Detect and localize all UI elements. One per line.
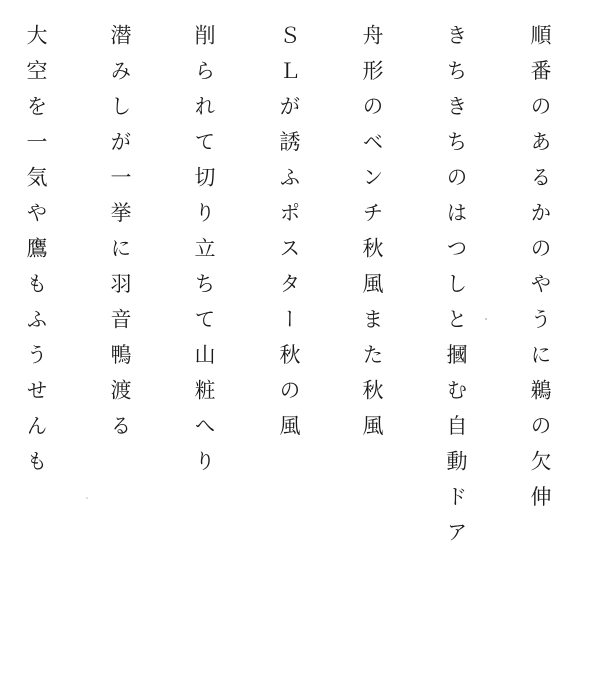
haiku-line-5: 削られて切り立ちて山粧へり — [192, 24, 216, 486]
haiku-line-6: 潜みしが一挙に羽音鴨渡る — [108, 24, 132, 450]
haiku-line-3: 舟形のベンチ秋風また秋風 — [360, 24, 384, 450]
haiku-line-1: 順番のあるかのやうに鵜の欠伸 — [528, 24, 552, 521]
haiku-line-2: きちきちのはつしと摑む自動ドア — [444, 24, 468, 557]
haiku-line-7: 大空を一気や鷹もふうせんも — [24, 24, 48, 486]
haiku-line-4: ＳＬが誘ふポスター秋の風 — [277, 24, 301, 450]
paper-speck — [86, 497, 88, 499]
paper-speck — [485, 318, 487, 320]
